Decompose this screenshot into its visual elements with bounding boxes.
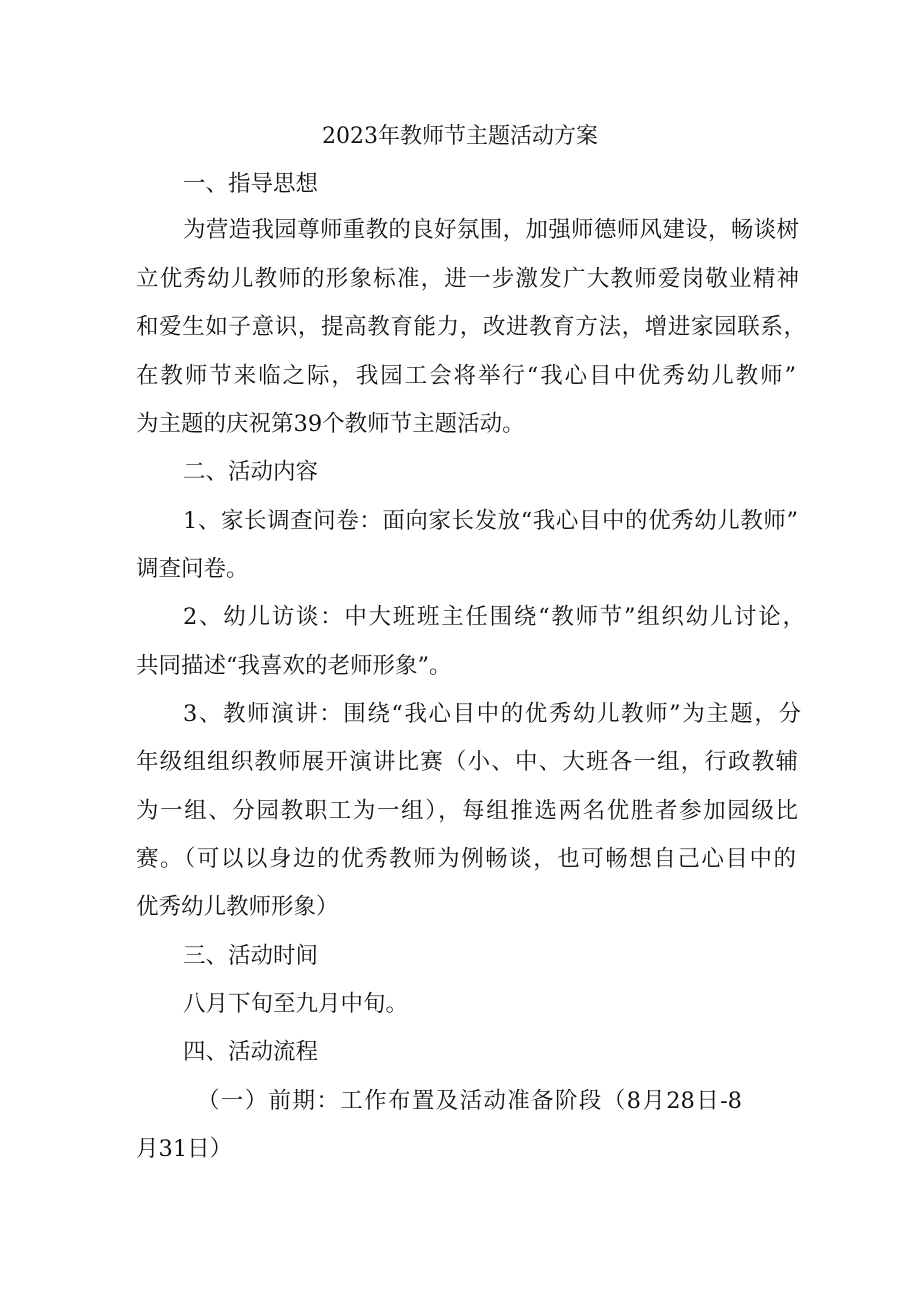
paragraph-line: 立优秀幼儿教师的形象标准，进一步激发广大教师爱岗敬业精神 [136,266,799,292]
list-item-line: 2、幼儿访谈：中大班班主任围绕“教师节”组织幼儿讨论， [183,604,805,630]
list-item-line: 调查问卷。 [136,556,249,582]
section-heading-guiding: 一、指导思想 [183,171,319,197]
section-heading-content: 二、活动内容 [183,459,319,485]
subsection-line: （一）前期：工作布置及活动准备阶段（8月28日-8 [197,1088,742,1114]
section-heading-process: 四、活动流程 [183,1039,319,1065]
paragraph-line: 在教师节来临之际，我园工会将举行“我心目中优秀幼儿教师” [136,363,796,389]
list-item-line: 为一组、分园教职工为一组），每组推选两名优胜者参加园级比 [136,798,798,824]
list-item-line: 1、家长调查问卷：面向家长发放“我心目中的优秀幼儿教师” [183,508,798,534]
paragraph-line: 为主题的庆祝第39个教师节主题活动。 [136,411,525,437]
subsection-line: 月31日） [136,1136,233,1162]
document-title: 2023年教师节主题活动方案 [322,124,598,149]
list-item-line: 赛。（可以以身边的优秀教师为例畅谈，也可畅想自己心目中的 [136,846,796,872]
list-item-line: 年级组组织教师展开演讲比赛（小、中、大班各一组，行政教辅 [136,749,798,775]
list-item-line: 优秀幼儿教师形象） [136,894,339,920]
paragraph-line: 为营造我园尊师重教的良好氛围，加强师德师风建设，畅谈树 [183,217,799,243]
section-heading-time: 三、活动时间 [183,943,319,969]
list-item-line: 共同描述“我喜欢的老师形象”。 [136,653,452,679]
paragraph-line: 和爱生如子意识，提高教育能力，改进教育方法，增进家园联系， [136,314,806,340]
list-item-line: 3、教师演讲：围绕“我心目中的优秀幼儿教师”为主题，分 [183,701,801,727]
paragraph-line: 八月下旬至九月中旬。 [183,991,409,1017]
